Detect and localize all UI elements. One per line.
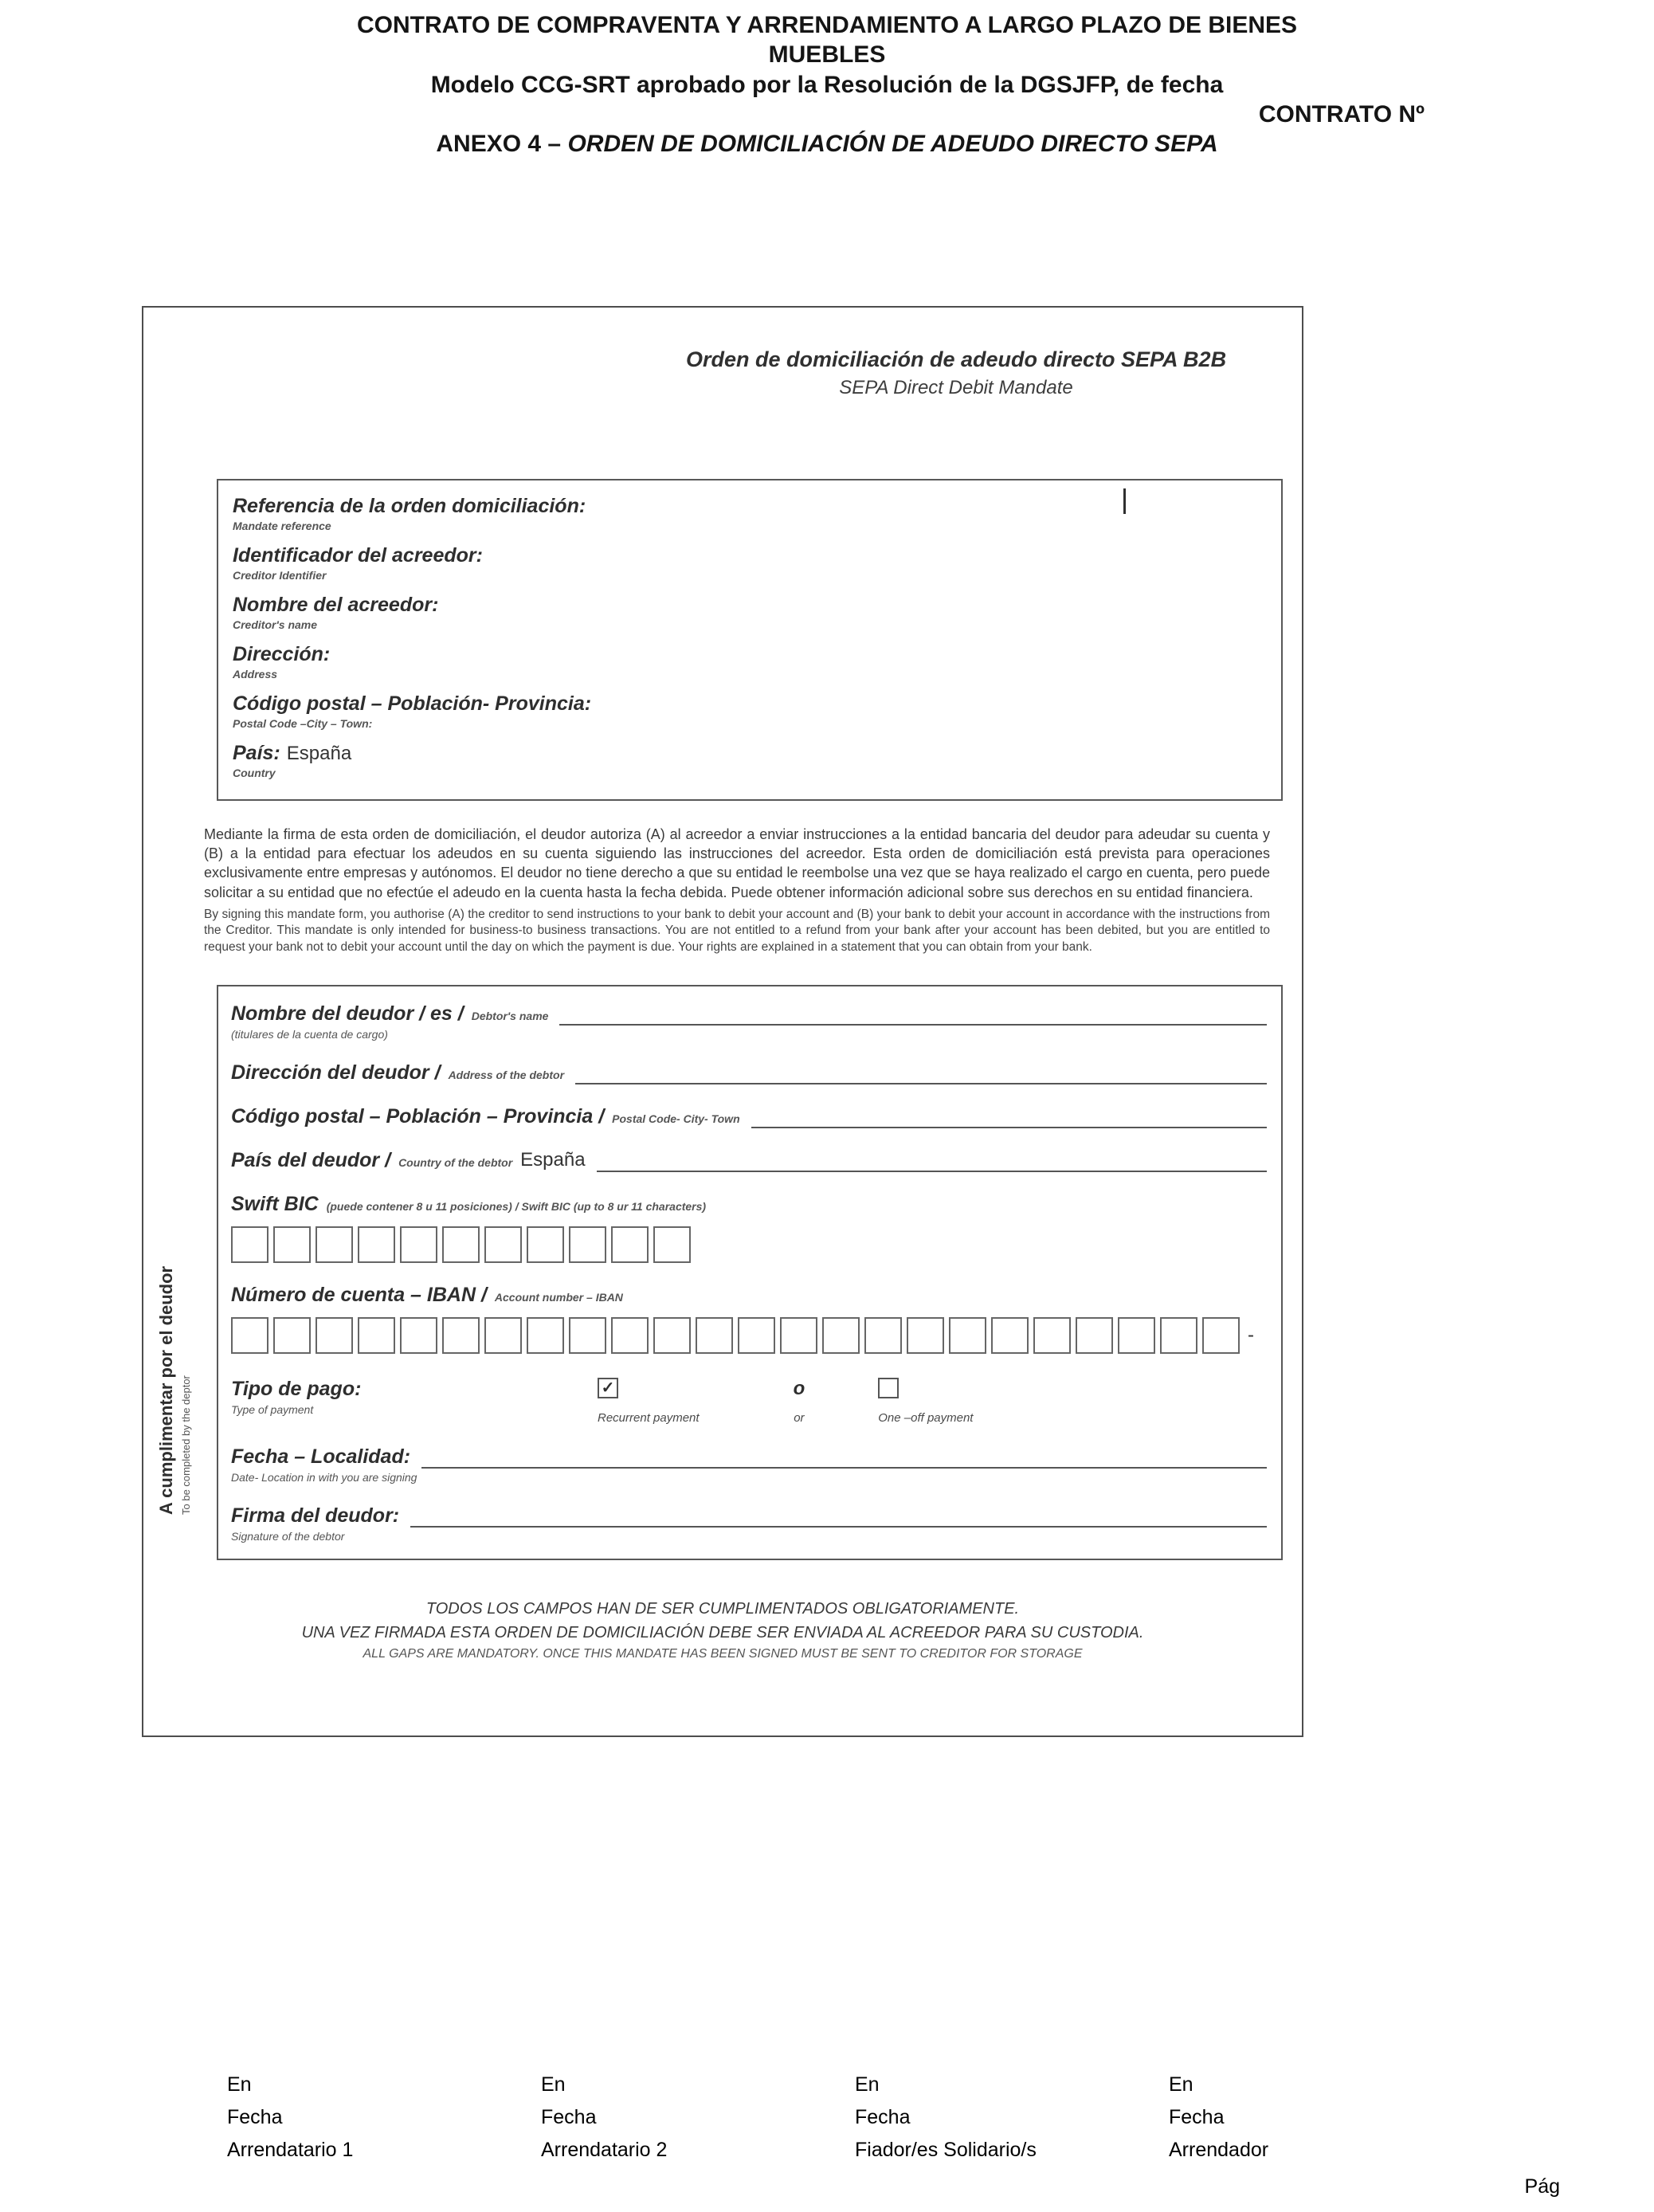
debtor-country-value: España (520, 1148, 586, 1171)
signature-columns (227, 2069, 1483, 2167)
char-cell[interactable] (400, 1226, 437, 1263)
recurrent-payment-checkbox[interactable]: ✓ (598, 1378, 618, 1398)
char-cell[interactable] (822, 1317, 860, 1354)
char-cell[interactable] (569, 1317, 606, 1354)
sig-en-label: En (541, 2073, 566, 2096)
debtor-postal-label: Código postal – Población – Provincia / (231, 1104, 605, 1128)
char-cell[interactable] (231, 1226, 268, 1263)
creditor-identifier-sublabel: Creditor Identifier (233, 569, 327, 582)
mandate-reference-sublabel: Mandate reference (233, 520, 331, 533)
debtor-country-input-line[interactable] (597, 1151, 1267, 1172)
mandate-reference-label: Referencia de la orden domiciliación: (233, 495, 586, 518)
mandatory-note-line2: UNA VEZ FIRMADA ESTA ORDEN DE DOMICILIACIÓN DEBE SER ENVIADA AL ACREEDOR PARA SU CUSTODIA. (301, 1623, 1144, 1641)
char-cell[interactable] (484, 1317, 522, 1354)
char-cell[interactable] (907, 1317, 944, 1354)
debtor-signature-label: Firma del deudor: (231, 1504, 400, 1527)
page-number-label: Pág (1524, 2175, 1560, 2198)
creditor-address-sublabel: Address (233, 668, 278, 681)
sig-fecha-label: Fecha (1169, 2106, 1225, 2128)
legal-text-en: By signing this mandate form, you authorise (A) the creditor to send instructions to your bank to debit your account and (B) your bank to debit your account in accordance with the instructions from the Creditor. This mandate is only intended for business-to business transactions. You are not entitled to a refund from your bank after your account has been debited, but you are entitled to request your bank not to debit your account until the day on which the payment is due. Your rights are explained in a statement that you can obtain from your bank. (204, 907, 1270, 955)
field-debtor-signature (231, 1504, 1267, 1543)
debtor-postal-sublabel: Postal Code- City- Town (612, 1112, 740, 1125)
char-cell[interactable] (569, 1226, 606, 1263)
date-location-sublabel: Date- Location in with you are signing (231, 1470, 417, 1484)
side-label (156, 1164, 192, 1515)
contract-title-line1: CONTRATO DE COMPRAVENTA Y ARRENDAMIENTO A LARGO PLAZO DE BIENES (356, 12, 1298, 38)
recurrent-payment-label: Recurrent payment (598, 1410, 700, 1425)
field-creditor-address[interactable] (233, 643, 1265, 680)
field-mandate-reference[interactable] (233, 495, 1265, 532)
field-payment-type (231, 1378, 1267, 1425)
char-cell[interactable] (864, 1317, 902, 1354)
annex-prefix: ANEXO 4 – (436, 131, 568, 158)
debtor-signature-sublabel: Signature of the debtor (231, 1529, 345, 1543)
char-cell[interactable] (273, 1317, 311, 1354)
payment-or-es: o (793, 1377, 805, 1399)
payment-type-label: Tipo de pago: (231, 1377, 362, 1400)
field-creditor-name[interactable] (233, 594, 1265, 631)
iban-sublabel: Account number – IBAN (494, 1290, 623, 1304)
char-cell[interactable] (611, 1226, 649, 1263)
creditor-name-label: Nombre del acreedor: (233, 594, 439, 617)
debtor-country-sublabel: Country of the debtor (398, 1155, 513, 1169)
signature-col-arrendatario1 (227, 2069, 541, 2167)
contract-title-line2: MUEBLES (768, 41, 886, 68)
signature-col-arrendatario2 (541, 2069, 855, 2167)
sig-en-label: En (855, 2073, 880, 2096)
creditor-country-label: País: (233, 742, 280, 765)
iban-label: Número de cuenta – IBAN / (231, 1283, 487, 1306)
debtor-name-input-line[interactable] (559, 1005, 1267, 1026)
swift-bic-sublabel: (puede contener 8 u 11 posiciones) / Swift BIC (up to 8 ur 11 characters) (326, 1199, 707, 1213)
char-cell[interactable] (1118, 1317, 1155, 1354)
debtor-address-input-line[interactable] (575, 1064, 1267, 1084)
char-cell[interactable] (527, 1226, 564, 1263)
char-cell[interactable] (358, 1226, 395, 1263)
char-cell[interactable] (991, 1317, 1029, 1354)
char-cell[interactable] (1202, 1317, 1240, 1354)
swift-bic-cells (231, 1226, 1267, 1263)
char-cell[interactable] (653, 1317, 691, 1354)
side-label-en: To be completed by the deptor (180, 1375, 192, 1515)
char-cell[interactable] (527, 1317, 564, 1354)
sig-fecha-label: Fecha (855, 2106, 911, 2128)
iban-cells (231, 1317, 1267, 1354)
debtor-country-label: País del deudor / (231, 1148, 391, 1171)
char-cell[interactable] (1160, 1317, 1197, 1354)
contract-number-label: CONTRATO Nº (1258, 101, 1425, 128)
debtor-name-note: (titulares de la cuenta de cargo) (231, 1027, 388, 1041)
document-header (0, 0, 1654, 158)
creditor-address-label: Dirección: (233, 643, 331, 666)
creditor-section (217, 479, 1283, 801)
legal-text (204, 825, 1270, 956)
char-cell[interactable] (400, 1317, 437, 1354)
debtor-name-label: Nombre del deudor / es / (231, 1002, 464, 1025)
char-cell[interactable] (442, 1317, 480, 1354)
sig-fecha-label: Fecha (227, 2106, 283, 2128)
sig-role-label: Arrendador (1169, 2139, 1269, 2161)
char-cell[interactable] (696, 1317, 733, 1354)
creditor-name-sublabel: Creditor's name (233, 618, 318, 632)
sig-role-label: Arrendatario 2 (541, 2139, 668, 2161)
debtor-signature-input-line[interactable] (410, 1507, 1267, 1528)
sig-en-label: En (227, 2073, 252, 2096)
field-iban (231, 1284, 1267, 1354)
debtor-name-sublabel: Debtor's name (471, 1009, 549, 1022)
field-date-location (231, 1445, 1267, 1484)
field-creditor-country[interactable] (233, 742, 1265, 779)
legal-text-es: Mediante la firma de esta orden de domiciliación, el deudor autoriza (A) al acreedor a enviar instrucciones a la entidad bancaria del deudor para adeudar su cuenta y (B) a la entidad para efectuar los adeudos en su cuenta siguiendo las instrucciones del acreedor. Esta orden de domiciliación está prevista para operaciones exclusivamente entre empresas y autónomos. El deudor no tiene derecho a que su entidad le reembolse una vez que se haya realizado el cargo en cuenta, pero puede solicitar a su entidad que no efectúe el adeudo en la cuenta hasta la fecha debida. Puede obtener información adicional sobre sus derechos en su entidad financiera. (204, 826, 1270, 900)
creditor-identifier-label: Identificador del acreedor: (233, 544, 483, 567)
mandate-title-en: SEPA Direct Debit Mandate (839, 377, 1073, 399)
model-subtitle: Modelo CCG-SRT aprobado por la Resolución de la DGSJFP, de fecha (430, 72, 1224, 99)
field-debtor-postal (231, 1105, 1267, 1128)
payment-or (794, 1378, 805, 1425)
char-cell[interactable] (316, 1226, 353, 1263)
iban-suffix: - (1248, 1324, 1254, 1346)
swift-bic-label: Swift BIC (231, 1192, 319, 1215)
contract-title (0, 11, 1654, 69)
char-cell[interactable] (273, 1226, 311, 1263)
char-cell[interactable] (316, 1317, 353, 1354)
char-cell[interactable] (231, 1317, 268, 1354)
oneoff-payment-checkbox[interactable] (878, 1378, 899, 1398)
debtor-address-label: Dirección del deudor / (231, 1061, 441, 1084)
mandatory-note-line1: TODOS LOS CAMPOS HAN DE SER CUMPLIMENTADOS OBLIGATORIAMENTE. (425, 1599, 1020, 1618)
signature-col-arrendador (1169, 2069, 1483, 2167)
char-cell[interactable] (1076, 1317, 1113, 1354)
sig-role-label: Fiador/es Solidario/s (855, 2139, 1037, 2161)
text-cursor-artifact (1123, 488, 1126, 514)
sig-role-label: Arrendatario 1 (227, 2139, 354, 2161)
char-cell[interactable] (611, 1317, 649, 1354)
char-cell[interactable] (484, 1226, 522, 1263)
creditor-postal-label: Código postal – Población- Provincia: (233, 692, 592, 716)
payment-or-en: or (794, 1410, 805, 1425)
char-cell[interactable] (1033, 1317, 1071, 1354)
annex-title (0, 131, 1654, 158)
mandatory-note-line3: ALL GAPS ARE MANDATORY. ONCE THIS MANDATE HAS BEEN SIGNED MUST BE SENT TO CREDITOR FOR STORAGE (363, 1646, 1083, 1661)
mandate-title-es: Orden de domiciliación de adeudo directo SEPA B2B (685, 347, 1227, 372)
field-debtor-address (231, 1061, 1267, 1084)
field-creditor-postal[interactable] (233, 692, 1265, 730)
char-cell[interactable] (442, 1226, 480, 1263)
date-location-label: Fecha – Localidad: (231, 1445, 411, 1468)
field-creditor-identifier[interactable] (233, 544, 1265, 582)
mandatory-note (143, 1597, 1302, 1664)
sig-fecha-label: Fecha (541, 2106, 597, 2128)
side-label-es: A cumplimentar por el deudor (156, 1265, 176, 1515)
field-debtor-name (231, 1002, 1267, 1041)
payment-type-sublabel: Type of payment (231, 1402, 314, 1416)
debtor-postal-input-line[interactable] (751, 1108, 1267, 1128)
field-debtor-country (231, 1149, 1267, 1172)
mandate-title (613, 347, 1299, 399)
signature-col-fiador (855, 2069, 1169, 2167)
annex-name: ORDEN DE DOMICILIACIÓN DE ADEUDO DIRECTO SEPA (567, 131, 1218, 158)
field-swift-bic (231, 1193, 1267, 1263)
creditor-country-value: España (286, 743, 352, 765)
creditor-country-sublabel: Country (233, 767, 276, 780)
debtor-wrap (143, 985, 1302, 1560)
creditor-postal-sublabel: Postal Code –City – Town: (233, 717, 373, 731)
sig-en-label: En (1169, 2073, 1193, 2096)
debtor-section (217, 985, 1283, 1560)
char-cell[interactable] (738, 1317, 775, 1354)
oneoff-payment-label: One –off payment (878, 1410, 974, 1425)
char-cell[interactable] (949, 1317, 986, 1354)
char-cell[interactable] (780, 1317, 817, 1354)
char-cell[interactable] (653, 1226, 691, 1263)
char-cell[interactable] (358, 1317, 395, 1354)
debtor-address-sublabel: Address of the debtor (448, 1068, 565, 1081)
sepa-mandate-form (142, 306, 1303, 1737)
date-location-input-line[interactable] (421, 1448, 1267, 1469)
